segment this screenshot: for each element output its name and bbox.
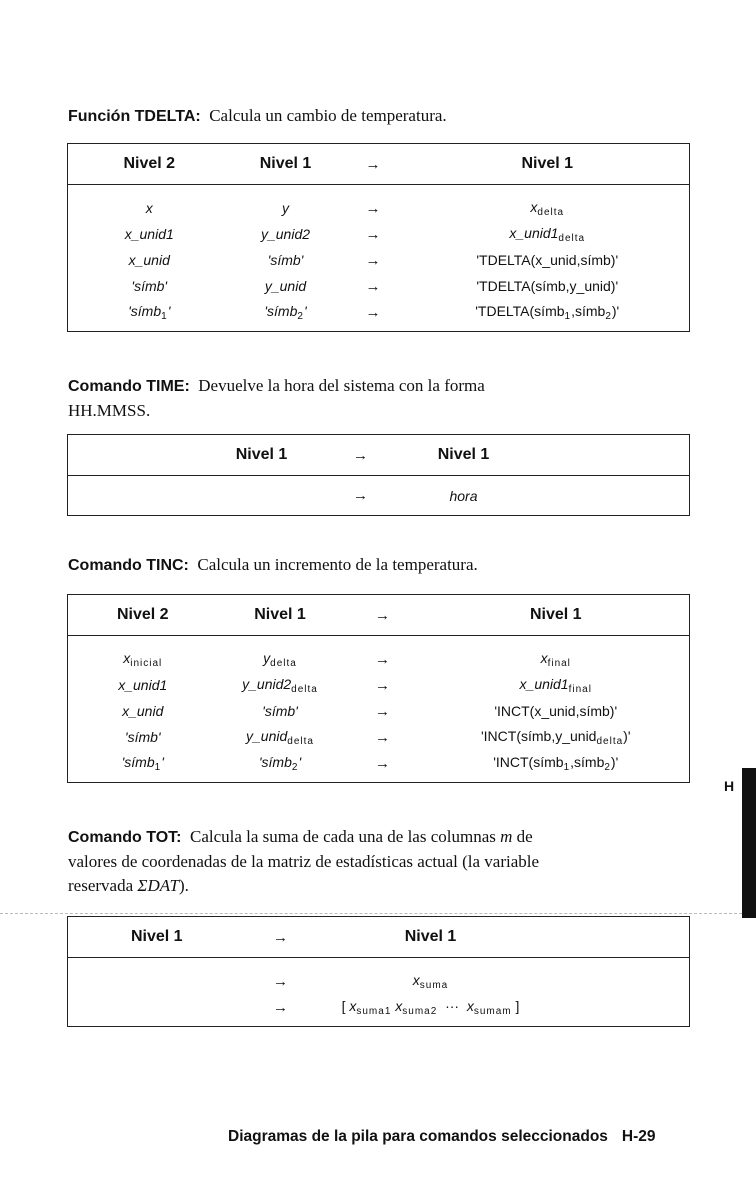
cell-l2: x_unid1 [124,226,174,242]
tot-table [67,916,690,1027]
header-nivel1: Nivel 1 [218,595,343,636]
cell-result: 'TDELTA(símb$_1$,símb$_2$)' [475,302,620,322]
cell-arrow: → [353,487,368,504]
header-result: Nivel 1 [406,144,690,185]
cell-arrow: → [365,199,381,217]
header-arrow: → [321,435,401,476]
cell-l1: y_unid [264,278,307,294]
cell-arrow: → [365,277,381,295]
table-row [68,221,690,247]
table-row [68,698,690,724]
cell-arrow: → [365,251,381,269]
cell-l1: $y\_unid2_{delta}$ [242,675,318,695]
tot-desc-var: ΣDAT [137,876,179,895]
cell-result: 'TDELTA(símb,y_unid)' [476,278,619,294]
cell-arrow: → [375,676,390,694]
cell-result: hora [449,487,478,504]
cell-result: 'INCT(x_unid,símb)' [494,703,618,719]
header-nivel1: Nivel 1 [231,144,341,185]
header-nivel1: Nivel 1 [203,435,321,476]
cell-l1: y [282,200,289,216]
cell-result: 'INCT(símb,y_unid$_{delta}$)' [480,727,631,747]
cell-l2: x_unid [128,252,170,268]
tot-desc-2: valores de coordenadas de la matriz de estadísticas actual (la variable [68,852,540,871]
time-table [67,434,690,516]
cell-l2: 'símb' [124,729,161,745]
cell-l2: 'símb' [131,278,168,294]
tinc-heading [68,553,478,578]
cell-l1: 'símb$_2$' [258,753,302,773]
tot-name: Comando TOT: [68,829,182,846]
cell-result: $x\_unid1_{delta}$ [509,224,586,244]
header-nivel2: Nivel 2 [68,144,231,185]
cell-arrow: → [273,998,288,1016]
cell-l1: y_unid2 [260,226,311,242]
table-header-row [68,917,690,958]
table-header-row [68,595,690,636]
tdelta-heading [68,104,447,129]
table-row [68,185,690,222]
header-nivel2: Nivel 2 [68,595,218,636]
tinc-name: Comando TINC: [68,557,189,574]
header-result: Nivel 1 [401,435,527,476]
table-row [68,750,690,783]
cell-arrow: → [375,702,390,720]
time-name: Comando TIME: [68,378,190,395]
time-heading [68,374,485,423]
section-tab-letter: H [724,778,735,794]
tdelta-desc: Calcula un cambio de temperatura. [209,106,447,125]
cell-arrow: → [375,650,390,668]
cell-l1: $y_{delta}$ [263,649,297,669]
cell-l2: 'símb$_1$' [121,753,164,773]
tot-heading [68,825,539,898]
cell-arrow: → [365,225,381,243]
cell-l1: 'símb$_2$' [264,302,307,322]
tinc-table [67,594,690,783]
tot-desc-tail: ). [178,876,189,895]
page-number: H-29 [621,1128,656,1145]
cell-l2: x [145,200,153,216]
table-row [68,273,690,299]
cell-result: 'INCT(símb$_1$,símb$_2$)' [493,753,619,773]
tot-desc: Calcula la suma de cada una de las columnas [189,827,496,846]
section-tab-marker [742,768,756,918]
cell-result: $x_{delta}$ [530,198,565,218]
cell-l1: 'símb' [262,703,298,719]
table-row [68,476,690,516]
tot-desc-after: de [516,827,533,846]
header-result: Nivel 1 [423,595,690,636]
table-row [68,958,690,995]
cell-result: $x_{suma}$ [412,971,449,991]
cell-result: 'TDELTA(x_unid,símb)' [476,252,619,268]
footer-title: Diagramas de la pila para comandos seleccionados [228,1128,608,1145]
page-footer [228,1128,656,1146]
cell-l2: x_unid1 [118,677,168,693]
cell-l1: y_unid$_{delta}$ [246,727,314,747]
tot-desc-3: reservada [68,876,134,895]
cell-arrow: → [365,303,381,321]
time-desc-2: HH.MMSS. [68,401,151,420]
cell-arrow: → [375,754,390,772]
cell-l2: x_unid [122,703,164,719]
table-row [68,724,690,750]
table-row [68,247,690,273]
cell-l2: $x_{inicial}$ [123,649,163,669]
cell-result: $x\_unid1_{final}$ [519,675,592,695]
table-row [68,636,690,673]
table-header-row [68,144,690,185]
cell-l2: 'símb$_1$' [128,302,171,322]
cell-l1: 'símb' [267,252,304,268]
tinc-desc: Calcula un incremento de la temperatura. [197,555,478,574]
header-nivel1: Nivel 1 [68,917,246,958]
header-arrow: → [341,144,406,185]
tdelta-name: Función TDELTA: [68,108,201,125]
header-arrow: → [246,917,316,958]
dashed-rule [0,913,742,914]
time-desc: Devuelve la hora del sistema con la forma [198,376,485,395]
table-row [68,994,690,1027]
header-result: Nivel 1 [316,917,546,958]
tot-desc-m: m [500,827,513,846]
cell-result: $x_{final}$ [540,649,571,669]
cell-result: [ $x_{suma1}$ $x_{suma2}$ ··· $x_{sumam}$ ] [341,997,520,1017]
table-header-row [68,435,690,476]
cell-arrow: → [273,972,288,990]
cell-arrow: → [375,728,390,746]
header-arrow: → [343,595,423,636]
tdelta-table [67,143,690,332]
table-row [68,672,690,698]
table-row [68,299,690,332]
